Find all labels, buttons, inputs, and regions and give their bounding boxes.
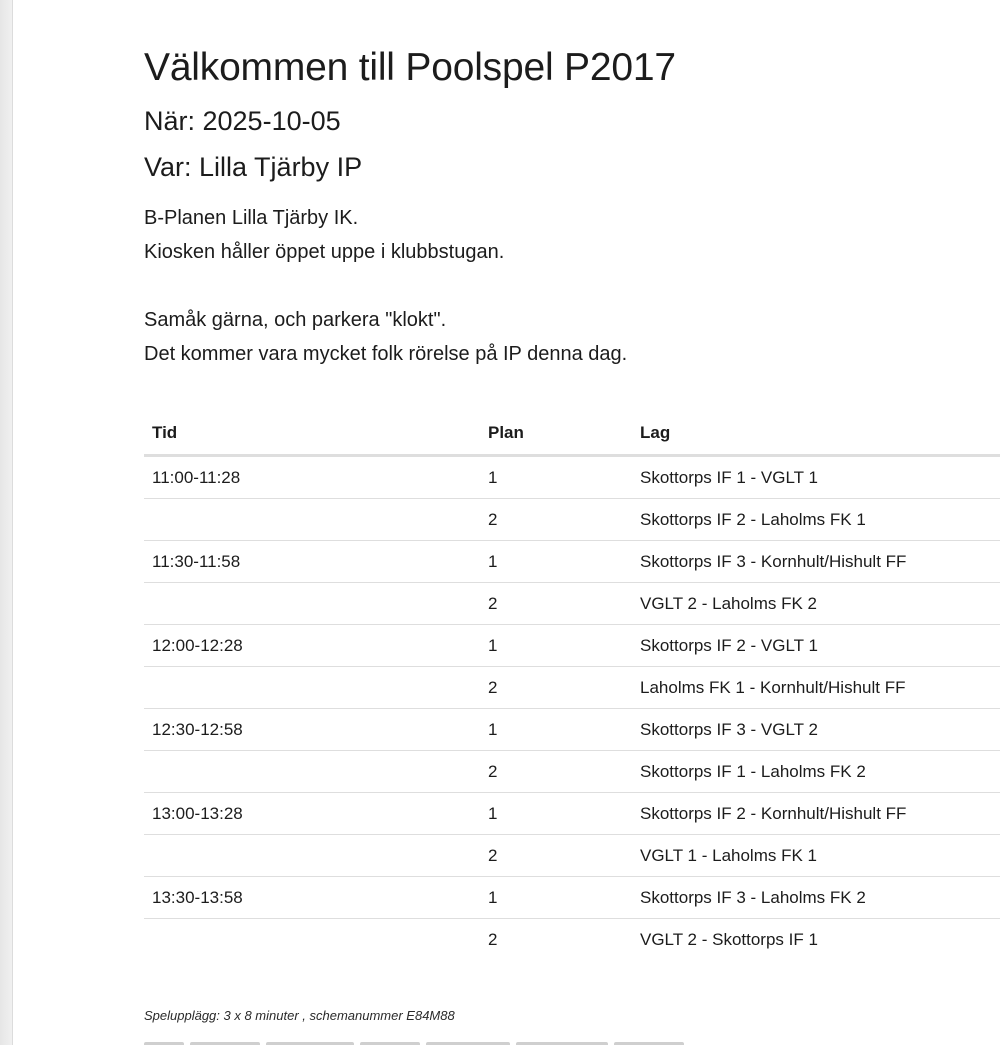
table-row [144,499,1000,541]
cell-tid [144,751,480,793]
cell-plan: 2 [480,751,632,793]
cell-plan: 2 [488,929,498,949]
cell-lag: VGLT 1 - Laholms FK 1 [632,835,1000,877]
cell-tid [144,835,480,877]
table-row [144,583,1000,625]
column-header-lag: Lag [632,412,1000,456]
column-header-tid: Tid [144,412,480,456]
table-row [144,456,1000,499]
cell-tid: 11:30-11:58 [144,541,480,583]
cut-off-text-line [144,1038,704,1045]
info-spacer [144,269,627,303]
cell-tid [144,583,480,625]
table-row [144,919,1000,961]
cell-tid [144,667,480,709]
event-date: När: 2025-10-05 [144,106,341,136]
cell-plan: 2 [480,499,632,541]
window-edge [0,0,13,1045]
document-page [13,0,1000,1045]
table-row [144,877,1000,919]
table-row [144,625,1000,667]
table-header-row [144,412,1000,456]
cell-plan: 1 [480,625,632,667]
cell-tid: 12:00-12:28 [144,625,480,667]
cell-plan: 2 [480,667,632,709]
cell-lag: Skottorps IF 1 - VGLT 1 [632,456,1000,499]
cell-plan: 1 [480,456,632,499]
cell-lag: Skottorps IF 3 - Laholms FK 2 [632,877,1000,919]
table-row [144,667,1000,709]
info-line: Kiosken håller öppet uppe i klubbstugan. [144,241,505,263]
cell-plan: 2 [480,583,632,625]
column-header-plan: Plan [480,412,632,456]
table-row [144,793,1000,835]
cell-lag: VGLT 2 - Skottorps IF 1 [640,929,818,949]
table-row [144,709,1000,751]
cell-tid [144,919,480,961]
table-row [144,835,1000,877]
cell-tid: 11:00-11:28 [144,456,480,499]
table-row [144,751,1000,793]
cell-lag: Laholms FK 1 - Kornhult/Hishult FF [632,667,1000,709]
cell-plan: 1 [480,877,632,919]
schedule-footnote: Spelupplägg: 3 x 8 minuter , schemanummer E84M88 [144,1008,455,1023]
cell-plan: 1 [480,793,632,835]
match-schedule-table [144,412,1000,960]
event-location: Var: Lilla Tjärby IP [144,152,363,182]
cell-tid: 13:00-13:28 [144,793,480,835]
cell-lag: Skottorps IF 2 - Kornhult/Hishult FF [632,793,1000,835]
cell-tid: 13:30-13:58 [144,877,480,919]
cell-lag: Skottorps IF 1 - Laholms FK 2 [632,751,1000,793]
cell-lag: Skottorps IF 2 - Laholms FK 1 [632,499,1000,541]
cell-plan: 2 [480,835,632,877]
cell-plan: 1 [480,541,632,583]
cell-lag: Skottorps IF 3 - Kornhult/Hishult FF [632,541,1000,583]
cell-tid [144,499,480,541]
table-body [144,456,1000,961]
cell-lag: VGLT 2 - Laholms FK 2 [632,583,1000,625]
cell-plan: 1 [480,709,632,751]
info-line: Det kommer vara mycket folk rörelse på IP denna dag. [144,343,628,365]
cell-lag: Skottorps IF 2 - VGLT 1 [632,625,1000,667]
page-title: Välkommen till Poolspel P2017 [144,46,676,89]
cell-lag: Skottorps IF 3 - VGLT 2 [632,709,1000,751]
event-info [144,201,627,371]
table-row [144,541,1000,583]
cell-tid: 12:30-12:58 [144,709,480,751]
info-line: B-Planen Lilla Tjärby IK. [144,207,359,229]
info-line: Samåk gärna, och parkera "klokt". [144,309,447,331]
